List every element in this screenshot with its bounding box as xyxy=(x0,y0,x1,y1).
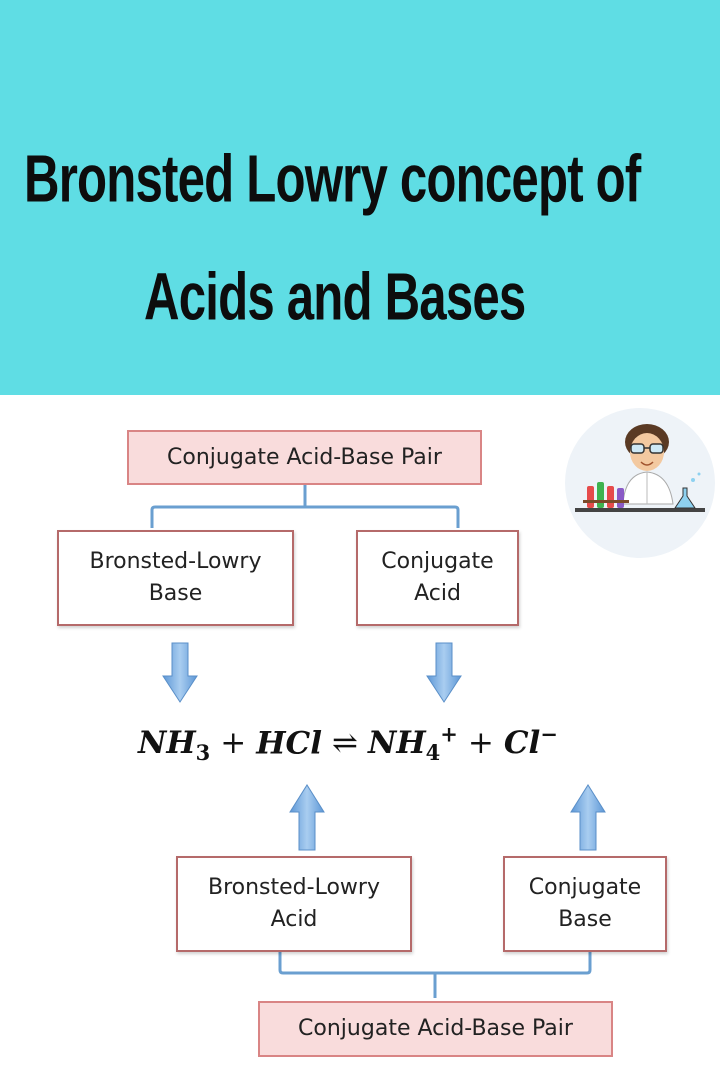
down-arrow-icon xyxy=(427,643,461,702)
down-arrow-icon xyxy=(163,643,197,702)
chemical-equation xyxy=(138,722,558,766)
conjugate-acid-box xyxy=(356,530,519,626)
product-ammonium: $NH_4^+$ xyxy=(367,722,458,766)
top-bracket xyxy=(152,485,458,528)
box-line: Base xyxy=(558,907,612,932)
box-line: Base xyxy=(148,581,203,606)
up-arrow-icon xyxy=(571,785,605,850)
plus-sign: + xyxy=(467,725,494,762)
reactant-hcl: HCl xyxy=(256,725,322,762)
box-line: Bronsted-Lowry xyxy=(89,549,262,575)
product-chloride: Cl− xyxy=(503,722,558,762)
box-line: Acid xyxy=(414,581,461,606)
top-pair-text: Conjugate Acid-Base Pair xyxy=(167,444,442,470)
equilibrium-arrow: ⇌ xyxy=(332,725,358,762)
conjugate-base-box xyxy=(503,856,667,952)
box-line: Bronsted-Lowry xyxy=(208,875,380,901)
scientist-mascot-icon xyxy=(565,408,715,558)
box-line: Acid xyxy=(270,907,318,932)
bronsted-lowry-base-box xyxy=(57,530,294,626)
bottom-bracket xyxy=(280,952,590,998)
plus-sign: + xyxy=(220,725,247,762)
box-line: Conjugate xyxy=(381,549,494,575)
reactant-ammonia: $NH_3$ xyxy=(138,725,211,766)
top-conjugate-pair-label xyxy=(127,430,482,485)
title-line-2: Acids and Bases xyxy=(144,259,526,335)
bottom-conjugate-pair-label xyxy=(258,1001,613,1057)
box-line: Conjugate xyxy=(528,875,642,901)
up-arrow-icon xyxy=(290,785,324,850)
title-banner xyxy=(0,0,720,395)
title-line-1: Bronsted Lowry concept of xyxy=(24,141,641,217)
bottom-pair-text: Conjugate Acid-Base Pair xyxy=(298,1016,573,1042)
bronsted-lowry-acid-box xyxy=(176,856,412,952)
